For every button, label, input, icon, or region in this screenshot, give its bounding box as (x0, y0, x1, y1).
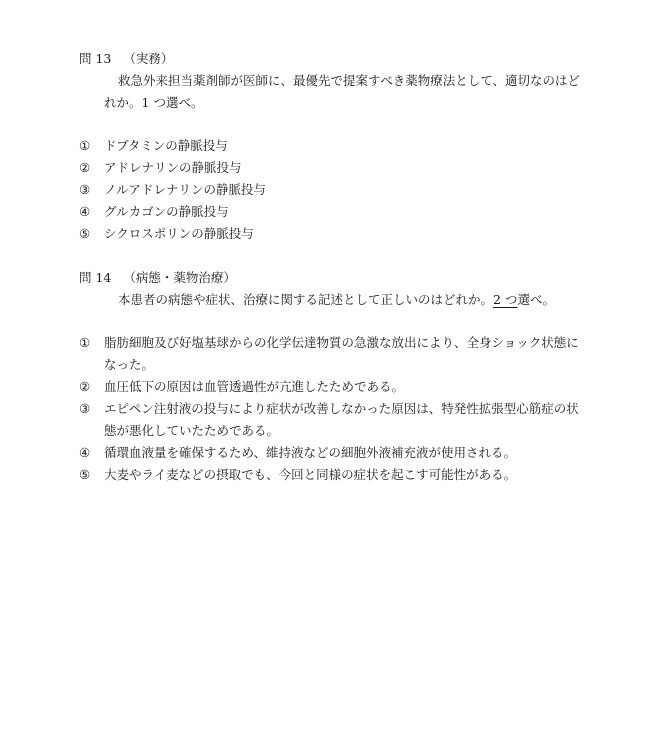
option-text: 大麦やライ麦などの摂取でも、今回と同様の症状を起こす可能性がある。 (104, 467, 517, 482)
option-number: ⑤ (79, 467, 91, 482)
option-number: ④ (79, 445, 91, 460)
question-13-stem-line1: 救急外来担当薬剤師が医師に、最優先で提案すべき薬物療法として、適切なのはど (118, 73, 581, 88)
question-14-options (79, 332, 599, 486)
question-13-stem-text: れか。 (104, 95, 142, 110)
question-14-category: （病態・薬物治療） (123, 270, 236, 285)
option-text (104, 332, 599, 376)
question-14-stem (79, 289, 599, 311)
option-text-line1: 脂肪細胞及び好塩基球からの化学伝達物質の急激な放出により、全身ショック状態に (104, 335, 579, 350)
question-13-answer-count: 1 つ (141, 95, 166, 110)
option-text: シクロスポリンの静脈投与 (104, 226, 254, 241)
question-14-answer-count: 2 つ (493, 292, 518, 307)
option-text: 血圧低下の原因は血管透過性が亢進したためである。 (104, 379, 405, 394)
question-14-option-4[interactable] (79, 442, 599, 464)
spacer (79, 245, 599, 267)
question-13 (79, 48, 599, 245)
question-13-category: （実務） (123, 51, 174, 66)
option-number: ③ (79, 182, 91, 197)
question-14-stem-text: 本患者の病態や症状、治療に関する記述として正しいのはどれか。 (118, 292, 494, 307)
question-13-number: 問 13 (79, 51, 112, 66)
question-14-stem-line (104, 289, 599, 311)
question-13-option-5[interactable] (79, 223, 599, 245)
option-number: ② (79, 160, 91, 175)
question-13-option-1[interactable] (79, 135, 599, 157)
option-text: アドレナリンの静脈投与 (104, 160, 242, 175)
option-text (104, 398, 599, 442)
question-13-option-3[interactable] (79, 179, 599, 201)
question-13-header (79, 48, 599, 70)
question-13-option-2[interactable] (79, 157, 599, 179)
option-number: ④ (79, 204, 91, 219)
question-13-stem (79, 70, 599, 114)
option-number: ③ (79, 401, 91, 416)
question-14-header (79, 267, 599, 289)
question-14-option-3[interactable] (79, 398, 599, 442)
question-14 (79, 267, 599, 486)
option-number: ① (79, 335, 91, 350)
exam-page (79, 48, 599, 486)
question-14-option-1[interactable] (79, 332, 599, 376)
option-number: ① (79, 138, 91, 153)
option-text-line2: なった。 (104, 357, 155, 372)
option-number: ② (79, 379, 91, 394)
option-text: 循環血液量を確保するため、維持液などの細胞外液補充液が使用される。 (104, 445, 517, 460)
question-14-number: 問 14 (79, 270, 112, 285)
option-text: ノルアドレナリンの静脈投与 (104, 182, 267, 197)
question-13-stem-line2 (104, 92, 599, 114)
question-13-option-4[interactable] (79, 201, 599, 223)
question-13-options (79, 135, 599, 245)
option-text: ドブタミンの静脈投与 (104, 138, 228, 153)
question-13-stem-instruction: 選べ。 (165, 95, 204, 110)
question-14-stem-instruction: 選べ。 (517, 292, 555, 307)
question-14-option-5[interactable] (79, 464, 599, 486)
option-text-line1: エピペン注射液の投与により症状が改善しなかった原因は、特発性拡張型心筋症の状 (104, 401, 579, 416)
question-14-option-2[interactable] (79, 376, 599, 398)
option-text-line2: 態が悪化していたためである。 (104, 423, 280, 438)
option-number: ⑤ (79, 226, 91, 241)
option-text: グルカゴンの静脈投与 (104, 204, 229, 219)
